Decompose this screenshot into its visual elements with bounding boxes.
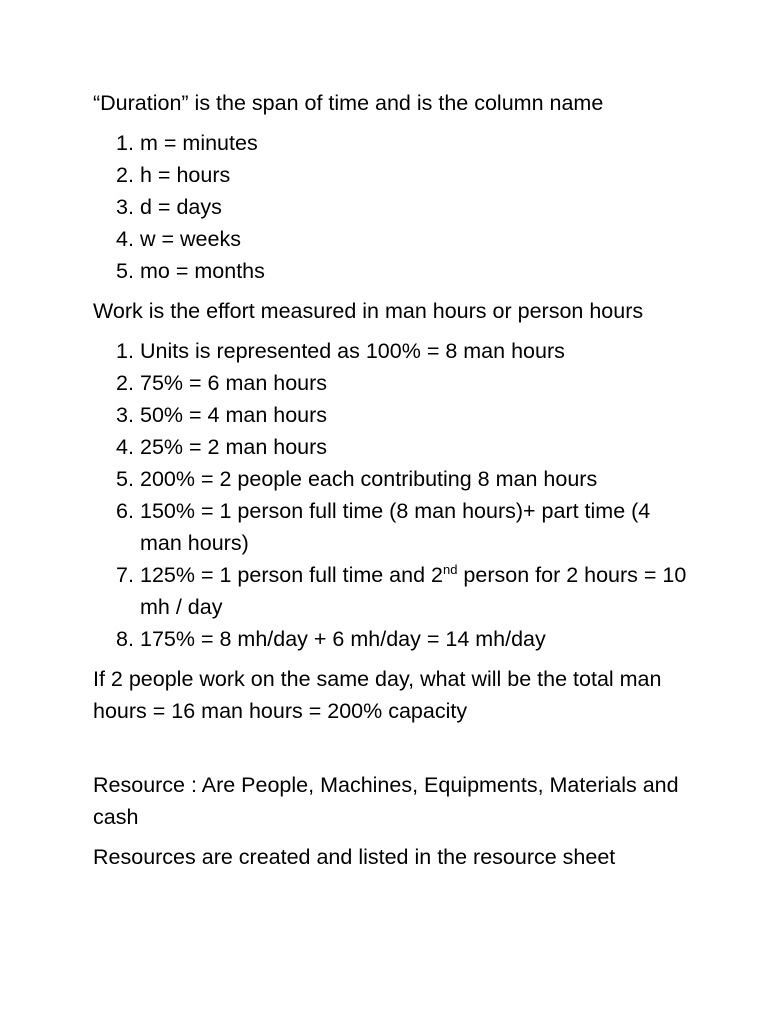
list-text-part: 125% = 1 person full time and 2 [140, 563, 443, 587]
duration-intro: “Duration” is the span of time and is the column name [93, 91, 604, 115]
list-item [93, 191, 693, 223]
list-number: 3. [116, 403, 134, 427]
list-text: mo = months [140, 259, 265, 283]
list-item [93, 463, 693, 495]
list-number: 5. [116, 467, 134, 491]
list-number: 4. [116, 435, 134, 459]
list-item [93, 255, 693, 287]
list-text-part: person for 2 hours = 10 mh / day [140, 563, 687, 619]
list-number: 2. [116, 163, 134, 187]
duration-units-list [93, 127, 693, 287]
list-text: h = hours [140, 163, 231, 187]
document-page [93, 87, 693, 873]
list-text [140, 563, 686, 619]
capacity-question: If 2 people work on the same day, what will be the total man hours = 16 man hours = 200% capacity [93, 667, 662, 723]
list-text: m = minutes [140, 131, 258, 155]
list-item [93, 559, 693, 623]
list-number: 2. [116, 371, 134, 395]
list-item [93, 495, 693, 559]
list-number: 3. [116, 195, 134, 219]
list-item [93, 399, 693, 431]
resource-definition: Resource : Are People, Machines, Equipments, Materials and cash [93, 773, 679, 829]
list-text: 50% = 4 man hours [140, 403, 328, 427]
list-item [93, 431, 693, 463]
list-text: 25% = 2 man hours [140, 435, 328, 459]
list-text: w = weeks [140, 227, 241, 251]
ordinal-suffix: nd [442, 562, 458, 577]
list-text: Units is represented as 100% = 8 man hours [140, 339, 565, 363]
list-number: 5. [116, 259, 134, 283]
list-number: 8. [116, 627, 134, 651]
work-units-list [93, 335, 693, 655]
work-definition: Work is the effort measured in man hours or person hours [93, 299, 644, 323]
list-item [93, 127, 693, 159]
list-text: 150% = 1 person full time (8 man hours)+ part time (4 man hours) [140, 499, 651, 555]
list-number: 1. [116, 131, 134, 155]
list-number: 4. [116, 227, 134, 251]
list-item [93, 223, 693, 255]
list-item [93, 159, 693, 191]
list-number: 6. [116, 499, 134, 523]
list-text: 75% = 6 man hours [140, 371, 328, 395]
list-text: 175% = 8 mh/day + 6 mh/day = 14 mh/day [140, 627, 546, 651]
list-number: 1. [116, 339, 134, 363]
list-item [93, 367, 693, 399]
list-item [93, 335, 693, 367]
list-number: 7. [116, 563, 134, 587]
resource-sheet-note: Resources are created and listed in the resource sheet [93, 845, 616, 869]
list-item [93, 623, 693, 655]
list-text: 200% = 2 people each contributing 8 man hours [140, 467, 598, 491]
list-text: d = days [140, 195, 222, 219]
